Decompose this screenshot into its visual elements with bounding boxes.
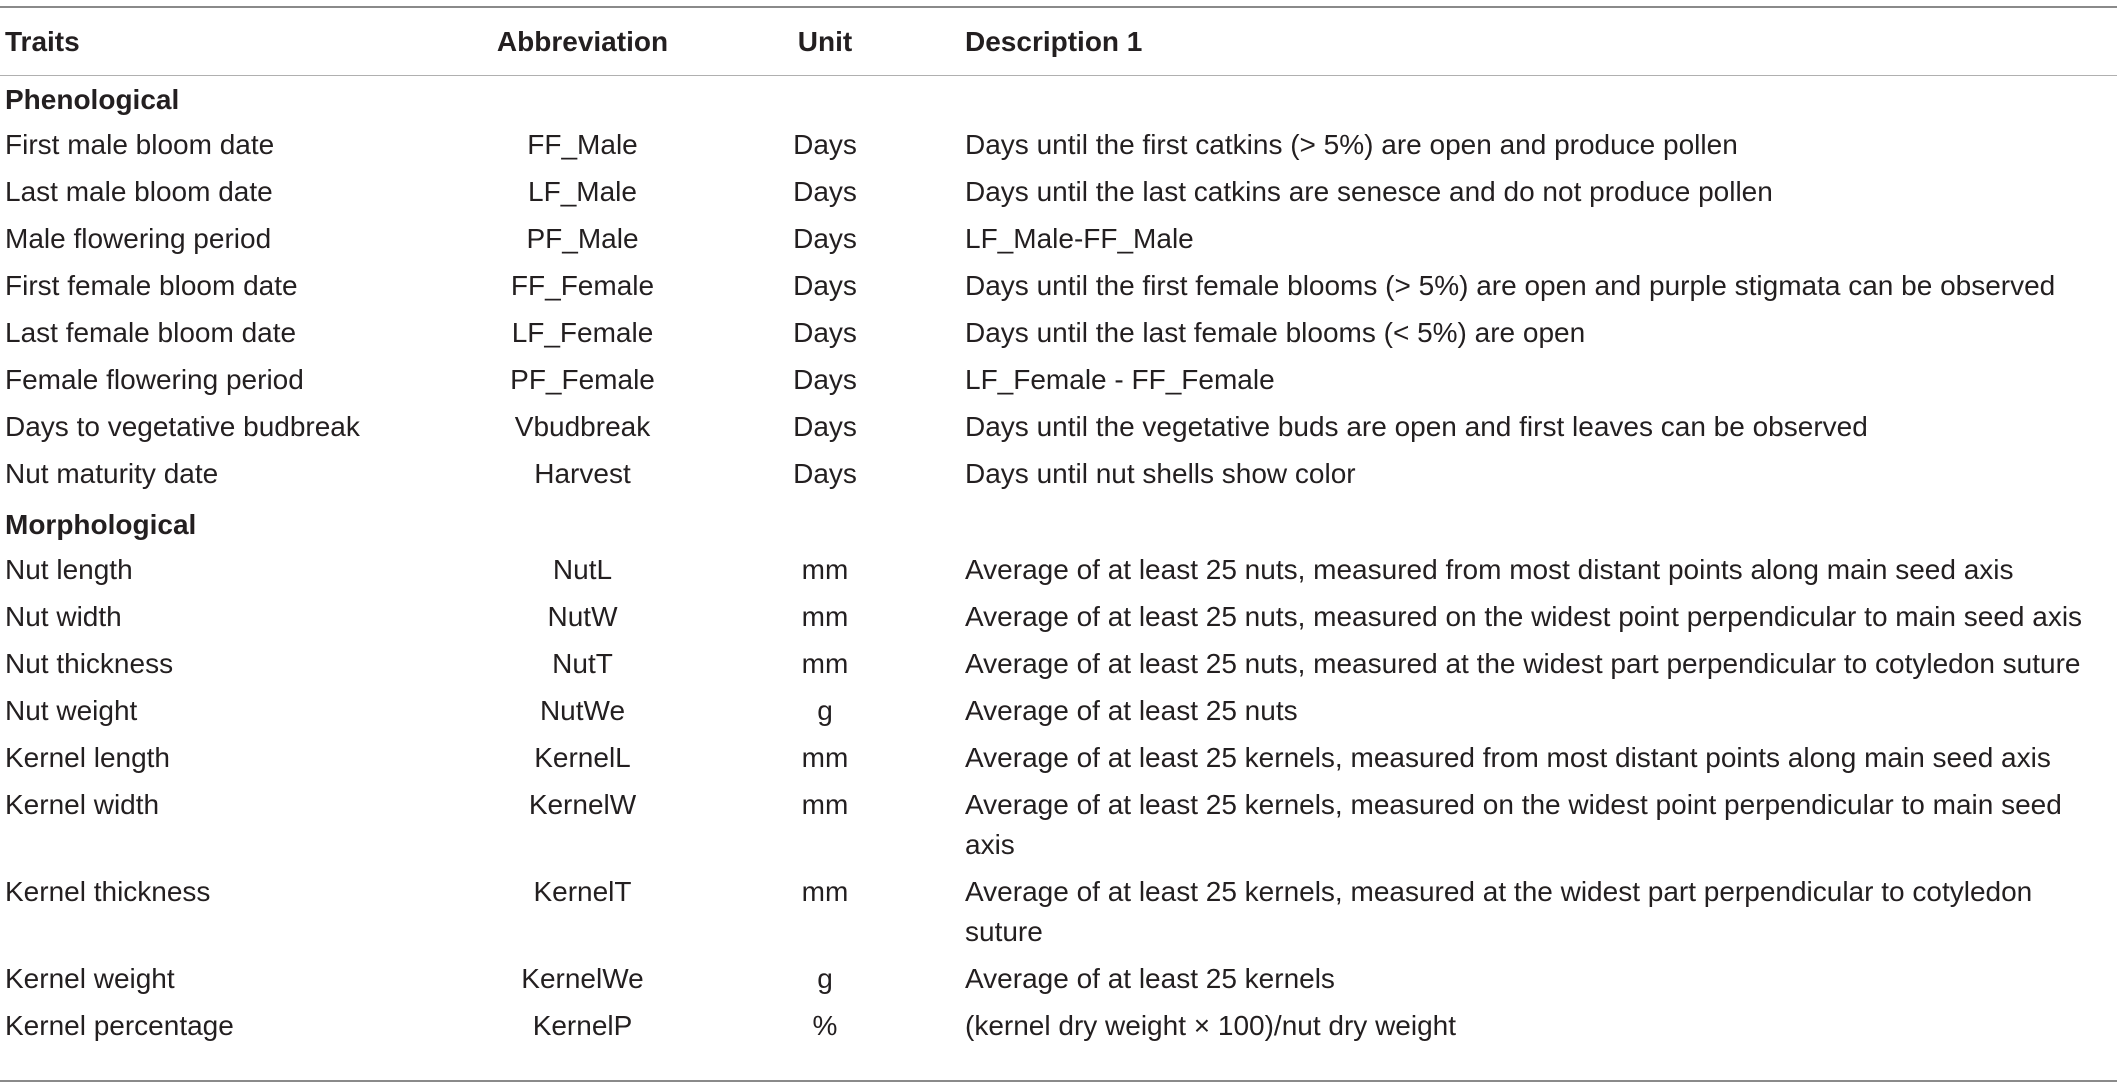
abbreviation-cell: NutT [552, 648, 613, 679]
table-row [0, 451, 2117, 498]
unit-cell: mm [801, 554, 849, 585]
unit-cell: Days [793, 364, 857, 395]
table-row [0, 357, 2117, 404]
description-cell: Average of at least 25 kernels, measured on the widest point perpendicular to main seed axis [965, 789, 2062, 860]
unit-cell: mm [801, 742, 849, 773]
unit-cell: mm [801, 648, 849, 679]
unit-cell: Days [793, 176, 857, 207]
abbreviation-cell: PF_Male [526, 223, 639, 254]
section-title: Morphological [5, 509, 197, 540]
description-cell: LF_Male-FF_Male [965, 223, 1194, 254]
abbreviation-cell: KernelT [533, 876, 632, 907]
table-header-row [0, 8, 2117, 77]
table-body [0, 77, 2117, 1050]
description-cell: LF_Female - FF_Female [965, 364, 1275, 395]
table-row [0, 869, 2117, 956]
trait-cell: Nut weight [5, 695, 138, 726]
table-row [0, 404, 2117, 451]
description-cell: Days until nut shells show color [965, 458, 1356, 489]
trait-cell: Nut maturity date [5, 458, 219, 489]
abbreviation-cell: NutW [547, 601, 618, 632]
table-row [0, 263, 2117, 310]
unit-cell: mm [801, 789, 849, 820]
abbreviation-cell: FF_Female [510, 270, 655, 301]
abbreviation-cell: PF_Female [510, 364, 655, 395]
unit-cell: Days [793, 317, 857, 348]
abbreviation-cell: KernelWe [521, 963, 644, 994]
section-header-row [0, 77, 2117, 122]
table-row [0, 735, 2117, 782]
trait-cell: Female flowering period [5, 364, 304, 395]
table-row [0, 641, 2117, 688]
unit-cell: Days [793, 129, 857, 160]
abbreviation-cell: FF_Male [527, 129, 638, 160]
traits-table [0, 8, 2117, 1050]
header-traits: Traits [5, 25, 80, 57]
description-cell: Days until the first female blooms (> 5%) are open and purple stigmata can be observed [965, 270, 2056, 301]
table-bottom-rule [0, 1080, 2117, 1082]
table-row [0, 956, 2117, 1003]
table-row [0, 122, 2117, 169]
unit-cell: Days [793, 223, 857, 254]
table-row [0, 594, 2117, 641]
table-row [0, 1003, 2117, 1050]
description-cell: (kernel dry weight × 100)/nut dry weight [965, 1010, 1457, 1041]
abbreviation-cell: Vbudbreak [514, 411, 651, 442]
header-unit: Unit [797, 25, 853, 57]
description-cell: Days until the last female blooms (< 5%) are open [965, 317, 1586, 348]
section-header-row [0, 498, 2117, 547]
abbreviation-cell: Harvest [534, 458, 631, 489]
trait-cell: First male bloom date [5, 129, 275, 160]
description-cell: Average of at least 25 nuts, measured at the widest part perpendicular to cotyledon suture [965, 648, 2081, 679]
abbreviation-cell: NutWe [539, 695, 626, 726]
trait-cell: Nut width [5, 601, 122, 632]
unit-cell: Days [793, 270, 857, 301]
trait-cell: Days to vegetative budbreak [5, 411, 360, 442]
description-cell: Days until the last catkins are senesce and do not produce pollen [965, 176, 1773, 207]
abbreviation-cell: NutL [552, 554, 613, 585]
table-row [0, 782, 2117, 869]
description-cell: Days until the first catkins (> 5%) are open and produce pollen [965, 129, 1738, 160]
trait-cell: Last female bloom date [5, 317, 297, 348]
description-cell: Average of at least 25 kernels [965, 963, 1335, 994]
trait-cell: First female bloom date [5, 270, 298, 301]
abbreviation-cell: KernelL [534, 742, 631, 773]
trait-cell: Kernel percentage [5, 1010, 234, 1041]
unit-cell: % [812, 1010, 838, 1041]
trait-cell: Kernel thickness [5, 876, 211, 907]
trait-cell: Last male bloom date [5, 176, 273, 207]
trait-cell: Male flowering period [5, 223, 272, 254]
header-description: Description 1 [965, 25, 1143, 57]
description-cell: Days until the vegetative buds are open and first leaves can be observed [965, 411, 1868, 442]
unit-cell: mm [801, 601, 849, 632]
unit-cell: Days [793, 411, 857, 442]
table-row [0, 216, 2117, 263]
trait-cell: Nut length [5, 554, 133, 585]
description-cell: Average of at least 25 nuts, measured on the widest point perpendicular to main seed axis [965, 601, 2083, 632]
trait-cell: Kernel width [5, 789, 160, 820]
abbreviation-cell: KernelW [528, 789, 637, 820]
unit-cell: g [817, 963, 833, 994]
description-cell: Average of at least 25 nuts [965, 695, 1298, 726]
table-row [0, 688, 2117, 735]
table-row [0, 169, 2117, 216]
table-row [0, 547, 2117, 594]
unit-cell: g [817, 695, 833, 726]
section-title: Phenological [5, 84, 180, 115]
table-row [0, 310, 2117, 357]
abbreviation-cell: LF_Female [511, 317, 654, 348]
abbreviation-cell: LF_Male [528, 176, 637, 207]
unit-cell: Days [793, 458, 857, 489]
trait-cell: Kernel weight [5, 963, 175, 994]
trait-cell: Kernel length [5, 742, 171, 773]
trait-cell: Nut thickness [5, 648, 174, 679]
description-cell: Average of at least 25 nuts, measured from most distant points along main seed axis [965, 554, 2014, 585]
unit-cell: mm [801, 876, 849, 907]
description-cell: Average of at least 25 kernels, measured at the widest part perpendicular to cotyledon suture [965, 876, 2033, 947]
abbreviation-cell: KernelP [532, 1010, 633, 1041]
description-cell: Average of at least 25 kernels, measured from most distant points along main seed axis [965, 742, 2051, 773]
header-abbreviation: Abbreviation [496, 25, 669, 57]
